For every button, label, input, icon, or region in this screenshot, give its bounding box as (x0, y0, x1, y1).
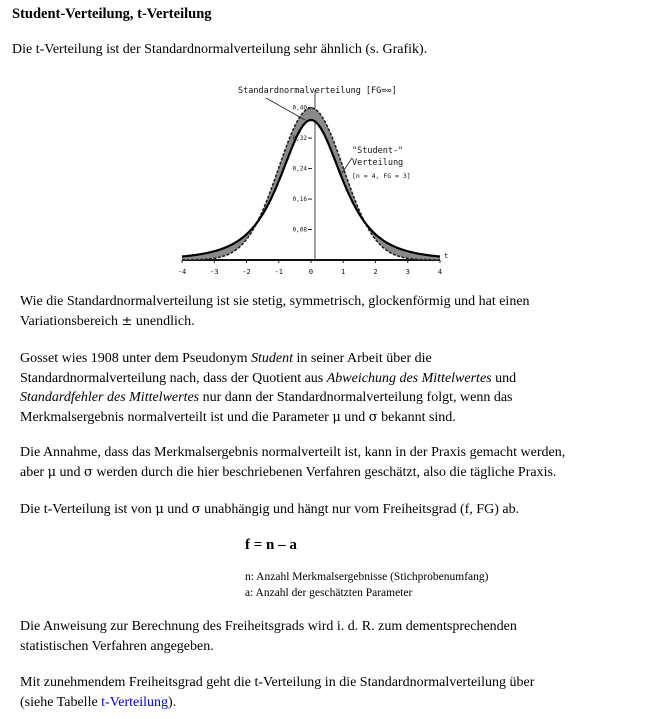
x-tick-label: -4 (177, 268, 187, 276)
y-tick-label: 0,08 (292, 226, 307, 234)
y-tick-label: 0,32 (292, 135, 307, 143)
paragraph-unabhaengig: Die t-Verteilung ist von μ und σ unabhängig und hängt nur vom Freiheitsgrad (f, FG) ab. (20, 502, 520, 517)
paragraph-gosset: Gosset wies 1908 unter dem Pseudonym Student in seiner Arbeit über die Standardnormalverteilung nach, dass der Quotient aus Abweichung des Mittelwertes und Standardfehler des Mittelwertes nur dann der Standardnormalverteilung folgt, wenn das Merkmalsergebnis normalverteilt ist und die Parameter μ und σ bekannt sind. (20, 351, 517, 425)
term-standardfehler: Standardfehler des Mittelwertes (20, 390, 200, 405)
x-tick-label: 2 (373, 268, 378, 276)
formula-legend (245, 570, 488, 601)
distribution-figure (160, 78, 500, 283)
legend-a: a: Anzahl der geschätzten Parameter (245, 586, 413, 599)
student-curve-label-1: "Student-" (352, 146, 404, 156)
intro-text: Die t-Verteilung ist der Standardnormalverteilung sehr ähnlich (s. Grafik). (12, 42, 428, 57)
legend-n: n: Anzahl Merkmalsergebnisse (Stichprobenumfang) (245, 571, 489, 583)
page-title: Student-Verteilung, t-Verteilung (12, 6, 212, 22)
paragraph-annahme: Die Annahme, dass das Merkmalsergebnis normalverteilt ist, kann in der Praxis gemacht werden, aber μ und σ werden durch die hier beschriebenen Verfahren geschätzt, also die tägliche Praxis. (20, 445, 566, 480)
student-curve-label-3: [n = 4, FG = 3] (352, 172, 411, 180)
x-tick-label: 4 (437, 268, 443, 276)
x-axis-label: t (444, 252, 449, 260)
paragraph-freiheitsgrad: Mit zunehmendem Freiheitsgrad geht die t-Verteilung in die Standardnormalverteilung über (siehe Tabelle t-Verteilung). (20, 675, 535, 710)
paragraph-properties: Wie die Standardnormalverteilung ist sie stetig, symmetrisch, glockenförmig und hat einen Variationsbereich ± unendlich. (20, 294, 530, 329)
paragraph-anweisung: Die Anweisung zur Berechnung des Freiheitsgrads wird i. d. R. zum dementsprechenden statistischen Verfahren angegeben. (20, 619, 517, 654)
student-label-pointer (342, 158, 352, 173)
mu-symbol: μ (47, 464, 57, 480)
link-t-verteilung[interactable]: t-Verteilung (101, 694, 169, 710)
difference-band (182, 108, 440, 260)
x-tick-label: -2 (242, 268, 251, 276)
term-student: Student (250, 351, 293, 366)
x-tick-label: 3 (405, 268, 410, 276)
formula-degrees-of-freedom: f = n – a (245, 537, 297, 553)
t-curve (182, 120, 440, 257)
sigma-symbol: σ (84, 464, 93, 480)
x-tick-label: -3 (210, 268, 219, 276)
y-tick-label: 0,40 (292, 104, 307, 112)
x-tick-label: 0 (308, 268, 314, 276)
y-tick-label: 0,16 (292, 196, 307, 204)
mu-symbol: μ (332, 409, 341, 425)
student-curve-label-2: Verteilung (352, 158, 404, 168)
plus-minus-symbol: ± (121, 313, 133, 329)
x-tick-label: 1 (341, 268, 346, 276)
y-tick-label: 0,24 (292, 165, 307, 173)
sigma-symbol: σ (191, 502, 201, 517)
sigma-symbol: σ (368, 409, 378, 425)
term-abweichung: Abweichung des Mittelwertes (326, 370, 492, 386)
x-tick-label: -1 (274, 268, 283, 276)
mu-symbol: μ (155, 502, 164, 517)
normal-curve-label: Standardnormalverteilung [FG=∞] (238, 86, 397, 96)
normal-curve (182, 108, 440, 260)
